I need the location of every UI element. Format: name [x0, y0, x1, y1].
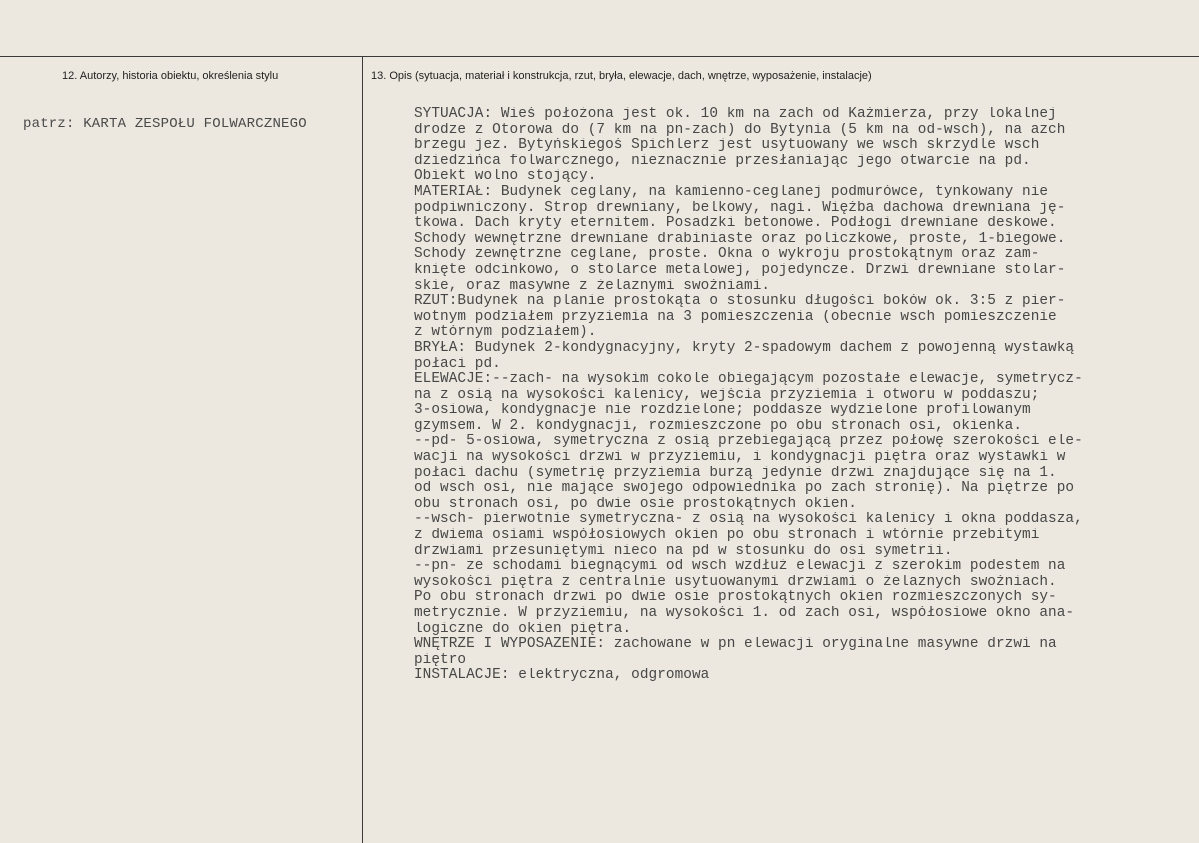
- description-line: połaci pd.: [414, 356, 501, 372]
- description-line: od wsch osi, nie mające swojego odpowiednika po zach stronię). Na piętrze po: [414, 481, 1075, 497]
- description-line: INSTALACJE: elektryczna, odgromowa: [414, 668, 710, 684]
- description-line: 3-osiowa, kondygnacje nie rozdzielone; poddasze wydzielone profilowanym: [414, 403, 1031, 419]
- description-line: Obiekt wolno stojący.: [414, 169, 597, 185]
- description-line: brzegu jez. Bytyńskiegoś Spichlerz jest usytuowany we wsch skrzydle wsch: [414, 138, 1040, 154]
- description-line: Schody wewnętrzne drewniane drabiniaste oraz policzkowe, proste, 1-biegowe.: [414, 231, 1066, 247]
- description-line: skie, oraz masywne z żelaznymi swoźniami.: [414, 278, 771, 294]
- column-divider: [362, 56, 363, 843]
- description-line: WNĘTRZE I WYPOSAŻENIE: zachowane w pn elewacji oryginalne masywne drzwi na: [414, 637, 1057, 653]
- description-line: SYTUACJA: Wieś położona jest ok. 10 km na zach od Kaźmierza, przy lokalnej: [414, 107, 1057, 122]
- section-12-header: 12. Autorzy, historia obiektu, określenia stylu: [62, 70, 279, 82]
- description-line: wacji na wysokości drzwi w przyziemiu, i kondygnacji piętra oraz wystawki w: [414, 450, 1066, 466]
- description-line: ELEWACJE:--zach- na wysokim cokole obiegającym pozostałe elewacje, symetrycz-: [414, 372, 1083, 388]
- description-line: z wtórnym podziałem).: [414, 325, 597, 341]
- description-line: obu stronach osi, po dwie osie prostokątnych okien.: [414, 496, 857, 512]
- description-line: MATERIAŁ: Budynek ceglany, na kamienno-ceglanej podmurówce, tynkowany nie: [414, 184, 1049, 200]
- description-line: --wsch- pierwotnie symetryczna- z osią na wysokości kalenicy i okna poddasza,: [414, 512, 1083, 528]
- description-line: tkowa. Dach kryty eternitem. Posadzki betonowe. Podłogi drewniane deskowe.: [414, 216, 1057, 232]
- description-line: RZUT:Budynek na planie prostokąta o stosunku długości boków ok. 3:5 z pier-: [414, 294, 1066, 310]
- description-line: --pn- ze schodami biegnącymi od wsch wzdłuż elewacji z szerokim podestem na: [414, 559, 1066, 575]
- description-line: BRYŁA: Budynek 2-kondygnacyjny, kryty 2-spadowym dachem z powojenną wystawką: [414, 340, 1075, 356]
- description-line: --pd- 5-osiowa, symetryczna z osią przebiegającą przez połowę szerokości ele-: [414, 434, 1083, 450]
- description-line: z dwiema osiami współosiowych okien po obu stronach i wtórnie przebitymi: [414, 528, 1040, 544]
- description-line: gzymsem. W 2. kondygnacji, rozmieszczone po obu stronach osi, okienka.: [414, 418, 1023, 434]
- description-line: podpiwniczony. Strop drewniany, belkowy, nagi. Więźba dachowa drewniana ję-: [414, 200, 1066, 216]
- description-line: logiczne do okien piętra.: [414, 621, 632, 637]
- header-divider: [0, 56, 1199, 57]
- description-line: piętro: [414, 652, 467, 668]
- description-line: na z osią na wysokości kalenicy, wejścia przyziemia i otworu w poddaszu;: [414, 387, 1040, 403]
- reference-note: patrz: KARTA ZESPOŁU FOLWARCZNEGO: [23, 116, 307, 132]
- description-line: Po obu stronach drzwi po dwie osie prostokątnych okien rozmieszczonych sy-: [414, 590, 1057, 606]
- section-13-header: 13. Opis (sytuacja, materiał i konstrukcja, rzut, bryła, elewacje, dach, wnętrze, wyposażenie, instalacje): [371, 70, 872, 82]
- description-line: dziedzińca folwarcznego, nieznacznie przesłaniając jego otwarcie na pd.: [414, 153, 1031, 169]
- description-text: [414, 107, 1194, 684]
- description-line: drzwiami przesuniętymi nieco na pd w stosunku do osi symetrii.: [414, 543, 953, 559]
- description-line: wotnym podziałem przyziemia na 3 pomieszczenia (obecnie wsch pomieszczenie: [414, 309, 1057, 325]
- description-line: knięte odcinkowo, o stolarce metalowej, pojedyncze. Drzwi drewniane stolar-: [414, 262, 1066, 278]
- description-line: Schody zewnętrzne ceglane, proste. Okna o wykroju prostokątnym oraz zam-: [414, 247, 1040, 263]
- description-line: drodze z Otorowa do (7 km na pn-zach) do Bytynia (5 km na od-wsch), na azch: [414, 122, 1066, 138]
- description-line: połaci dachu (symetrię przyziemia burzą jedynie drzwi znajdujące się na 1.: [414, 465, 1057, 481]
- description-line: wysokości piętra z centralnie usytuowanymi drzwiami o żelaznych swoźniach.: [414, 574, 1057, 590]
- description-line: metrycznie. W przyziemiu, na wysokości 1. od zach osi, współosiowe okno ana-: [414, 606, 1075, 621]
